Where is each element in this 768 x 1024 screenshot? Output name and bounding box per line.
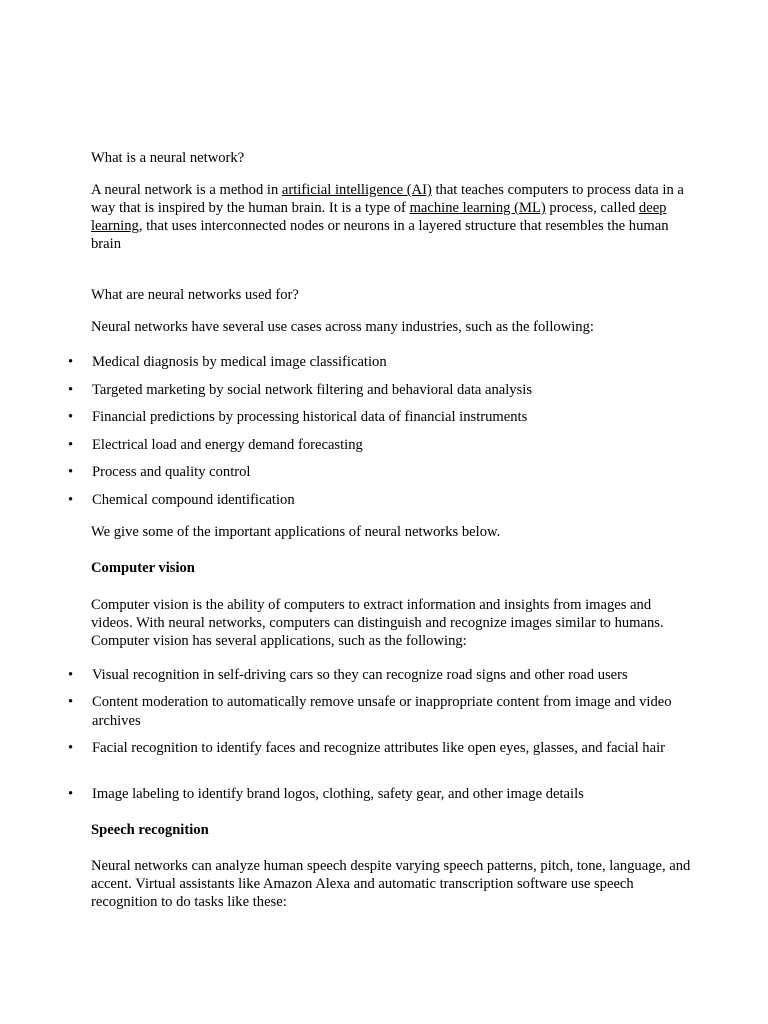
bullet-icon: • — [68, 464, 74, 480]
list-item: • Financial predictions by processing historical data of financial instruments — [68, 409, 528, 425]
list-item: • Targeted marketing by social network filtering and behavioral data analysis — [68, 382, 533, 398]
list-item: • Facial recognition to identify faces and recognize attributes like open eyes, glasses, and facial hair — [68, 740, 665, 756]
intro-paragraph — [91, 181, 691, 253]
bullet-icon: • — [68, 354, 74, 370]
bullet-icon: • — [68, 667, 74, 683]
heading-computer-vision: Computer vision — [91, 560, 195, 576]
speech-recognition-paragraph: Neural networks can analyze human speech despite varying speech patterns, pitch, tone, language, and accent. Virtual assistants like Amazon Alexa and automatic transcription software use speech recognition to do tasks like these: — [91, 858, 691, 910]
bullet-icon: • — [68, 437, 74, 453]
list-item: • Image labeling to identify brand logos, clothing, safety gear, and other image details — [68, 786, 584, 802]
intro-text-1: A neural network is a method in — [91, 182, 282, 198]
list-item: • Visual recognition in self-driving cars so they can recognize road signs and other road users — [68, 667, 628, 683]
list-item: • Medical diagnosis by medical image classification — [68, 354, 387, 370]
intro-text-4: , that uses interconnected nodes or neurons in a layered structure that resembles the human brain — [91, 218, 669, 252]
bullet-icon: • — [68, 740, 74, 756]
heading-speech-recognition: Speech recognition — [91, 822, 209, 838]
link-machine-learning[interactable]: machine learning (ML) — [409, 200, 546, 216]
intro-text-2: that teaches computers to process data in a way that is inspired by the human brain. It is a type of — [91, 182, 684, 216]
bullet-icon: • — [68, 694, 74, 710]
heading-neural-networks-used-for: What are neural networks used for? — [91, 287, 299, 303]
intro-text-3: process, called — [545, 200, 639, 216]
bullet-icon: • — [68, 382, 74, 398]
list-item: • Process and quality control — [68, 464, 251, 480]
link-deep-learning[interactable]: deep learning — [91, 200, 667, 234]
heading-what-is-neural-network: What is a neural network? — [91, 150, 245, 166]
link-artificial-intelligence[interactable]: artificial intelligence (AI) — [281, 182, 432, 198]
bullet-icon: • — [68, 786, 74, 802]
uses-intro-paragraph: Neural networks have several use cases across many industries, such as the following: — [91, 319, 594, 335]
list-item: • Chemical compound identification — [68, 492, 295, 508]
list-item: • Content moderation to automatically remove unsafe or inappropriate content from image and video archives — [68, 694, 672, 729]
list-item: • Electrical load and energy demand forecasting — [68, 437, 363, 453]
applications-intro-paragraph: We give some of the important applications of neural networks below. — [91, 524, 501, 540]
bullet-icon: • — [68, 409, 74, 425]
bullet-icon: • — [68, 492, 74, 508]
computer-vision-paragraph: Computer vision is the ability of computers to extract information and insights from images and videos. With neural networks, computers can distinguish and recognize images similar to humans. Computer vision has several applications, such as the following: — [91, 597, 664, 649]
